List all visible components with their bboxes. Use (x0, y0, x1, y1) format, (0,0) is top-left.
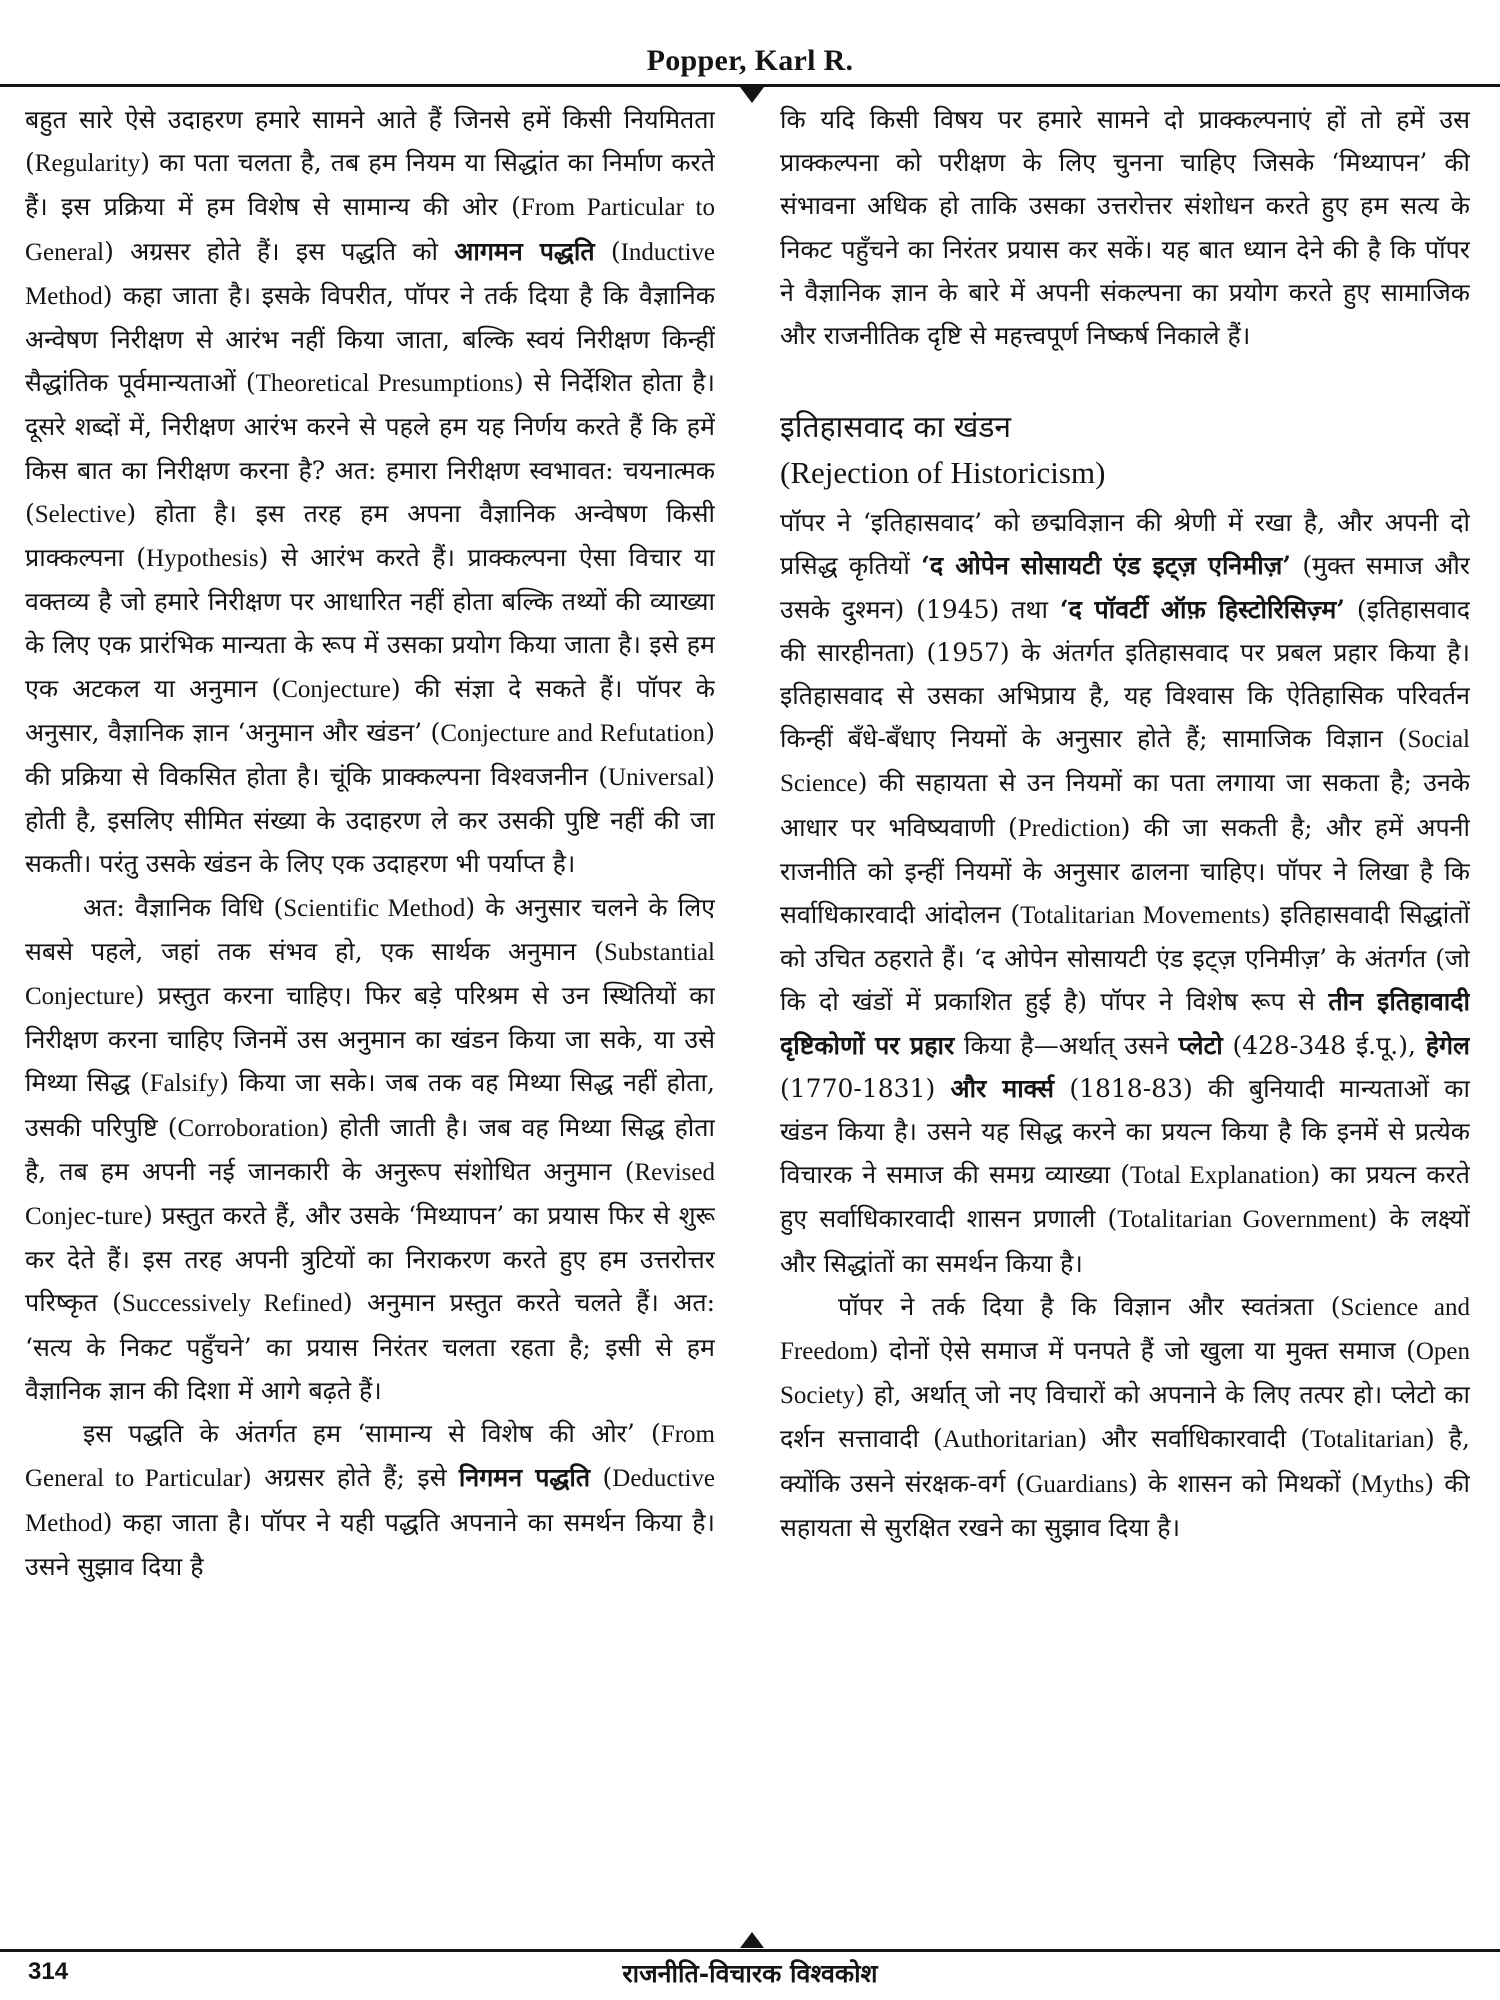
running-title: Popper, Karl R. (646, 44, 854, 77)
name-hegel: हेगेल (1425, 1030, 1470, 1060)
book-title-open-society: ‘द ओपेन सोसायटी एंड इट्ज़ एनिमीज़’ (921, 551, 1291, 581)
header-marker-triangle (740, 87, 764, 103)
term-deductive-method: निगमन पद्धति (458, 1463, 591, 1493)
paragraph-inductive-method: बहुत सारे ऐसे उदाहरण हमारे सामने आते हैं जिनसे हमें किसी नियमितता (Regularity) का पता चलता है, तब हम नियम या सिद्धांत का निर्माण करते हैं। इस प्रक्रिया में हम विशेष से सामान्य की ओर (From Particular to General) अग्रसर होते हैं। इस पद्धति को आगमन पद्धति (Inductive Method) कहा जाता है। इसके विपरीत, पॉपर ने तर्क दिया है कि वैज्ञानिक अन्वेषण निरीक्षण से आरंभ नहीं किया जाता, बल्कि स्वयं निरीक्षण किन्हीं सैद्धांतिक पूर्वमान्यताओं (Theoretical Presumptions) से निर्देशित होता है। दूसरे शब्दों में, निरीक्षण आरंभ करने से पहले हम यह निर्णय करते हैं कि हमें किस बात का निरीक्षण करना है? अत: हमारा निरीक्षण स्वभावत: चयनात्मक (Selective) होता है। इस तरह हम अपना वैज्ञानिक अन्वेषण किसी प्राक्कल्पना (Hypothesis) से आरंभ करते हैं। प्राक्कल्पना ऐसा विचार या वक्तव्य है जो हमारे निरीक्षण पर आधारित नहीं होता बल्कि तथ्यों की व्याख्या के लिए एक प्रारंभिक मान्यता के रूप में उसका प्रयोग किया जाता है। इसे हम एक अटकल या अनुमान (Conjecture) की संज्ञा दे सकते हैं। पॉपर के अनुसार, वैज्ञानिक ज्ञान ‘अनुमान और खंडन’ (Conjecture and Refutation) की प्रक्रिया से विकसित होता है। चूंकि प्राक्कल्पना विश्वजनीन (Universal) होती है, इसलिए सीमित संख्या के उदाहरण ले कर उसकी पुष्टि नहीं की जा सकती। परंतु उसके खंडन के लिए एक उदाहरण भी पर्याप्त है। (25, 105, 715, 879)
paragraph-historicism: पॉपर ने ‘इतिहासवाद’ को छद्मविज्ञान की श्रेणी में रखा है, और अपनी दो प्रसिद्ध कृतियों ‘द ओपेन सोसायटी एंड इट्ज़ एनिमीज़’ (मुक्त समाज और उसके दुश्मन) (1945) तथा ‘द पॉवर्टी ऑफ़ हिस्टोरिसिज़्म’ (इतिहासवाद की सारहीनता) (1957) के अंतर्गत इतिहासवाद पर प्रबल प्रहार किया है। इतिहासवाद से उसका अभिप्राय है, यह विश्वास कि ऐतिहासिक परिवर्तन किन्हीं बँधे-बँधाए नियमों के अनुसार होते हैं; सामाजिक विज्ञान (Social Science) की सहायता से उन नियमों का पता लगाया जा सकता है; उनके आधार पर भविष्यवाणी (Prediction) की जा सकती है; और हमें अपनी राजनीति को इन्हीं नियमों के अनुसार ढालना चाहिए। पॉपर ने लिखा है कि सर्वाधिकारवादी आंदोलन (Totalitarian Movements) इतिहासवादी सिद्धांतों को उचित ठहराते हैं। ‘द ओपेन सोसायटी एंड इट्ज़ एनिमीज़’ के अंतर्गत (जो कि दो खंडों में प्रकाशित हुई है) पॉपर ने विशेष रूप से तीन इतिहावादी दृष्टिकोणों पर प्रहार किया है—अर्थात् उसने प्लेटो (428-348 ई.पू.), हेगेल (1770-1831) और मार्क्स (1818-83) की बुनियादी मान्यताओं का खंडन किया है। उसने यह सिद्ध करने का प्रयत्न किया है कि इनमें से प्रत्येक विचारक ने समाज की समग्र व्याख्या (Total Explanation) का प्रयत्न करते हुए सर्वाधिकारवादी शासन प्रणाली (Totalitarian Government) के लक्ष्यों और सिद्धांतों का समर्थन किया है। (780, 508, 1470, 1278)
footer-rule (0, 1949, 1500, 1952)
paragraph-open-society: पॉपर ने तर्क दिया है कि विज्ञान और स्वतंत्रता (Science and Freedom) दोनों ऐसे समाज में पनपते हैं जो खुला या मुक्त समाज (Open Society) हो, अर्थात् जो नए विचारों को अपनाने के लिए तत्पर हो। प्लेटो का दर्शन सत्तावादी (Authoritarian) और सर्वाधिकारवादी (Totalitarian) है, क्योंकि उसने संरक्षक-वर्ग (Guardians) के शासन को मिथकों (Myths) की सहायता से सुरक्षित रखने का सुझाव दिया है। (780, 1291, 1470, 1542)
footer-marker-triangle (740, 1932, 764, 1948)
name-plato: प्लेटो (1178, 1030, 1223, 1060)
paragraph-falsification-continued: कि यदि किसी विषय पर हमारे सामने दो प्राक्कल्पनाएं हों तो हमें उस प्राक्कल्पना को परीक्षण के लिए चुनना चाहिए जिसके ‘मिथ्यापन’ की संभावना अधिक हो ताकि उसका उत्तरोत्तर संशोधन करते हुए हम सत्य के निकट पहुँचने का निरंतर प्रयास कर सकें। यह बात ध्यान देने की है कि पॉपर ने वैज्ञानिक ज्ञान के बारे में अपनी संकल्पना का प्रयोग करते हुए सामाजिक और राजनीतिक दृष्टि से महत्त्वपूर्ण निष्कर्ष निकाले हैं। (780, 105, 1470, 351)
section-heading-english: (Rejection of Historicism) (780, 455, 1106, 491)
book-title-poverty-of-historicism: ‘द पॉवर्टी ऑफ़ हिस्टोरिसिज़्म’ (1059, 594, 1345, 624)
page-number: 314 (28, 1958, 69, 1985)
footer-book-title: राजनीति-विचारक विश्वकोश (622, 1959, 878, 1988)
left-column (25, 98, 715, 1924)
right-column (780, 98, 1470, 1924)
paragraph-scientific-method: अत: वैज्ञानिक विधि (Scientific Method) के अनुसार चलने के लिए सबसे पहले, जहां तक संभव हो, एक सार्थक अनुमान (Substantial Conjecture) प्रस्तुत करना चाहिए। फिर बड़े परिश्रम से उन स्थितियों का निरीक्षण करना चाहिए जिनमें उस अनुमान का खंडन किया जा सके, या उसे मिथ्या सिद्ध (Falsify) किया जा सके। जब तक वह मिथ्या सिद्ध नहीं होता, उसकी परिपुष्टि (Corroboration) होती जाती है। जब वह मिथ्या सिद्ध होता है, तब हम अपनी नई जानकारी के अनुरूप संशोधित अनुमान (Revised Conjec-ture) प्रस्तुत करते हैं, और उसके ‘मिथ्यापन’ का प्रयास फिर से शुरू कर देते हैं। इस तरह अपनी त्रुटियों का निराकरण करते हुए हम उत्तरोत्तर परिष्कृत (Successively Refined) अनुमान प्रस्तुत करते चलते हैं। अत: ‘सत्य के निकट पहुँचने’ का प्रयास निरंतर चलता रहता है; इसी से हम वैज्ञानिक ज्ञान की दिशा में आगे बढ़ते हैं। (25, 892, 715, 1405)
name-marx: और मार्क्स (950, 1073, 1055, 1103)
term-three-historicist-views: तीन इतिहावादी दृष्टिकोणों पर प्रहार (780, 987, 1470, 1060)
section-heading (780, 405, 1470, 495)
section-heading-hindi: इतिहासवाद का खंडन (780, 410, 1012, 446)
paragraph-deductive-method: इस पद्धति के अंतर्गत हम ‘सामान्य से विशेष की ओर’ (From General to Particular) अग्रसर होते हैं; इसे निगमन पद्धति (Deductive Method) कहा जाता है। पॉपर ने यही पद्धति अपनाने का समर्थन किया है। उसने सुझाव दिया है (25, 1419, 715, 1581)
term-inductive-method: आगमन पद्धति (454, 236, 595, 266)
